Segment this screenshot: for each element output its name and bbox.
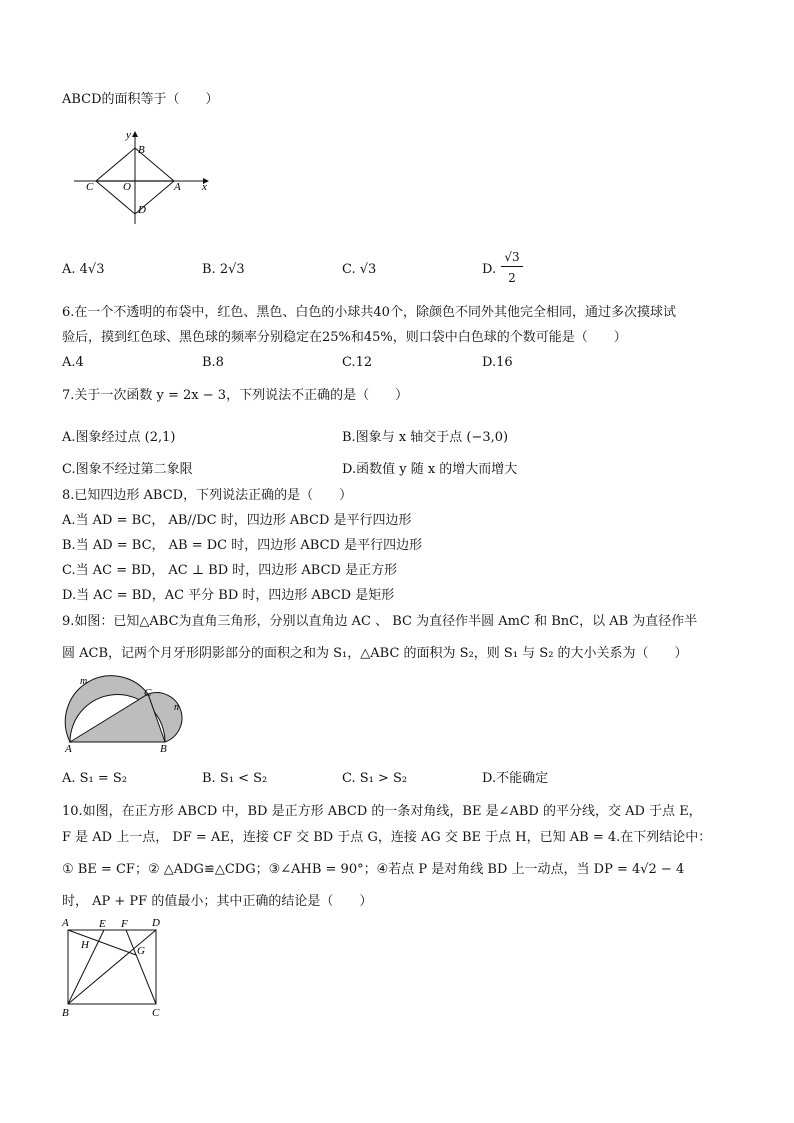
q6-line-2: 验后，摸到红色球、黑色球的频率分别稳定在25%和45%，则口袋中白色球的个数可能是（ ）	[62, 330, 627, 345]
q6-option-b: B.8	[202, 355, 224, 370]
q8-stem: 8.已知四边形 ABCD，下列说法正确的是（ ）	[62, 488, 353, 503]
q5-label-x: x	[202, 181, 207, 193]
q9-lune-figure	[62, 672, 192, 754]
q5-rhombus-figure	[62, 126, 222, 226]
q5-option-d-numerator: √3	[504, 250, 520, 264]
q9-line-1: 9.如图：已知△ABC为直角三角形，分别以直角边 AC 、 BC 为直径作半圆 AmC 和 BnC，以 AB 为直径作半	[62, 614, 698, 629]
q8-option-c: C.当 AC = BD， AC ⊥ BD 时，四边形 ABCD 是正方形	[62, 563, 398, 578]
q9-label-a: A	[65, 743, 72, 754]
q5-option-d-fraction-bar	[501, 266, 523, 267]
q5-label-o: O	[123, 181, 131, 193]
q5-option-a: A. 4√3	[62, 262, 105, 277]
q10-line-2: F 是 AD 上一点， DF = AE，连接 CF 交 BD 于点 G，连接 AG 交 BE 于点 H，已知 AB = 4.在下列结论中：	[62, 830, 712, 845]
q10-label-e: E	[99, 918, 106, 930]
q7-option-c: C.图象不经过第二象限	[62, 462, 193, 477]
q10-line-4: 时， AP + PF 的值最小；其中正确的结论是（ ）	[62, 894, 373, 909]
q7-option-a: A.图象经过点 (2,1)	[62, 430, 176, 445]
q5-label-b: B	[138, 144, 145, 156]
q5-label-c: C	[86, 181, 94, 193]
q10-label-f: F	[121, 918, 128, 930]
q6-line-1: 6.在一个不透明的布袋中，红色、黑色、白色的小球共40个，除颜色不同外其他完全相同，通过多次摸球试	[62, 305, 676, 320]
q9-line-2: 圆 ACB，记两个月牙形阴影部分的面积之和为 S₁，△ABC 的面积为 S₂，则 S₁ 与 S₂ 的大小关系为（ ）	[62, 646, 688, 661]
q7-stem: 7.关于一次函数 y = 2x − 3，下列说法不正确的是（ ）	[62, 388, 409, 403]
q10-label-h: H	[81, 939, 89, 951]
q5-label-y: y	[126, 129, 131, 141]
q10-label-b: B	[62, 1007, 69, 1019]
q9-label-n: n	[174, 702, 179, 713]
q7-option-d: D.函数值 y 随 x 的增大而增大	[342, 462, 518, 477]
q5-option-d-prefix: D.	[482, 262, 497, 277]
q10-label-d: D	[152, 917, 160, 929]
q8-option-b: B.当 AD = BC， AB = DC 时，四边形 ABCD 是平行四边形	[62, 538, 423, 553]
q9-label-c: C	[144, 687, 152, 699]
q9-label-m: m	[80, 676, 88, 687]
q10-square-figure	[60, 914, 170, 1020]
q8-option-a: A.当 AD = BC， AB//DC 时，四边形 ABCD 是平行四边形	[62, 513, 412, 528]
q8-option-d: D.当 AC = BD，AC 平分 BD 时，四边形 ABCD 是矩形	[62, 588, 395, 603]
q10-label-g: G	[137, 945, 145, 957]
q10-line-3: ① BE = CF；② △ADG≌△CDG；③∠AHB = 90°；④若点 P 是对角线 BD 上一动点，当 DP = 4√2 − 4	[62, 862, 685, 877]
q5-label-d: D	[138, 204, 146, 216]
q5-stem-tail: ABCD的面积等于（ ）	[62, 92, 219, 107]
q7-option-b: B.图象与 x 轴交于点 (−3,0)	[342, 430, 509, 445]
q10-label-a: A	[62, 917, 69, 929]
q9-option-d: D.不能确定	[482, 771, 549, 786]
q9-label-b: B	[160, 743, 167, 754]
q6-option-d: D.16	[482, 355, 513, 370]
q6-option-a: A.4	[62, 355, 84, 370]
q5-option-d-denominator: 2	[508, 271, 516, 285]
q10-line-1: 10.如图，在正方形 ABCD 中，BD 是正方形 ABCD 的一条对角线，BE 是∠ABD 的平分线，交 AD 于点 E，	[62, 804, 702, 819]
q9-option-a: A. S₁ = S₂	[62, 771, 128, 786]
q5-option-c: C. √3	[342, 262, 377, 277]
q9-option-c: C. S₁ > S₂	[342, 771, 408, 786]
q9-option-b: B. S₁ < S₂	[202, 771, 268, 786]
q10-label-c: C	[152, 1007, 160, 1019]
q5-option-b: B. 2√3	[202, 262, 245, 277]
q6-option-c: C.12	[342, 355, 373, 370]
q5-label-a: A	[174, 181, 181, 193]
